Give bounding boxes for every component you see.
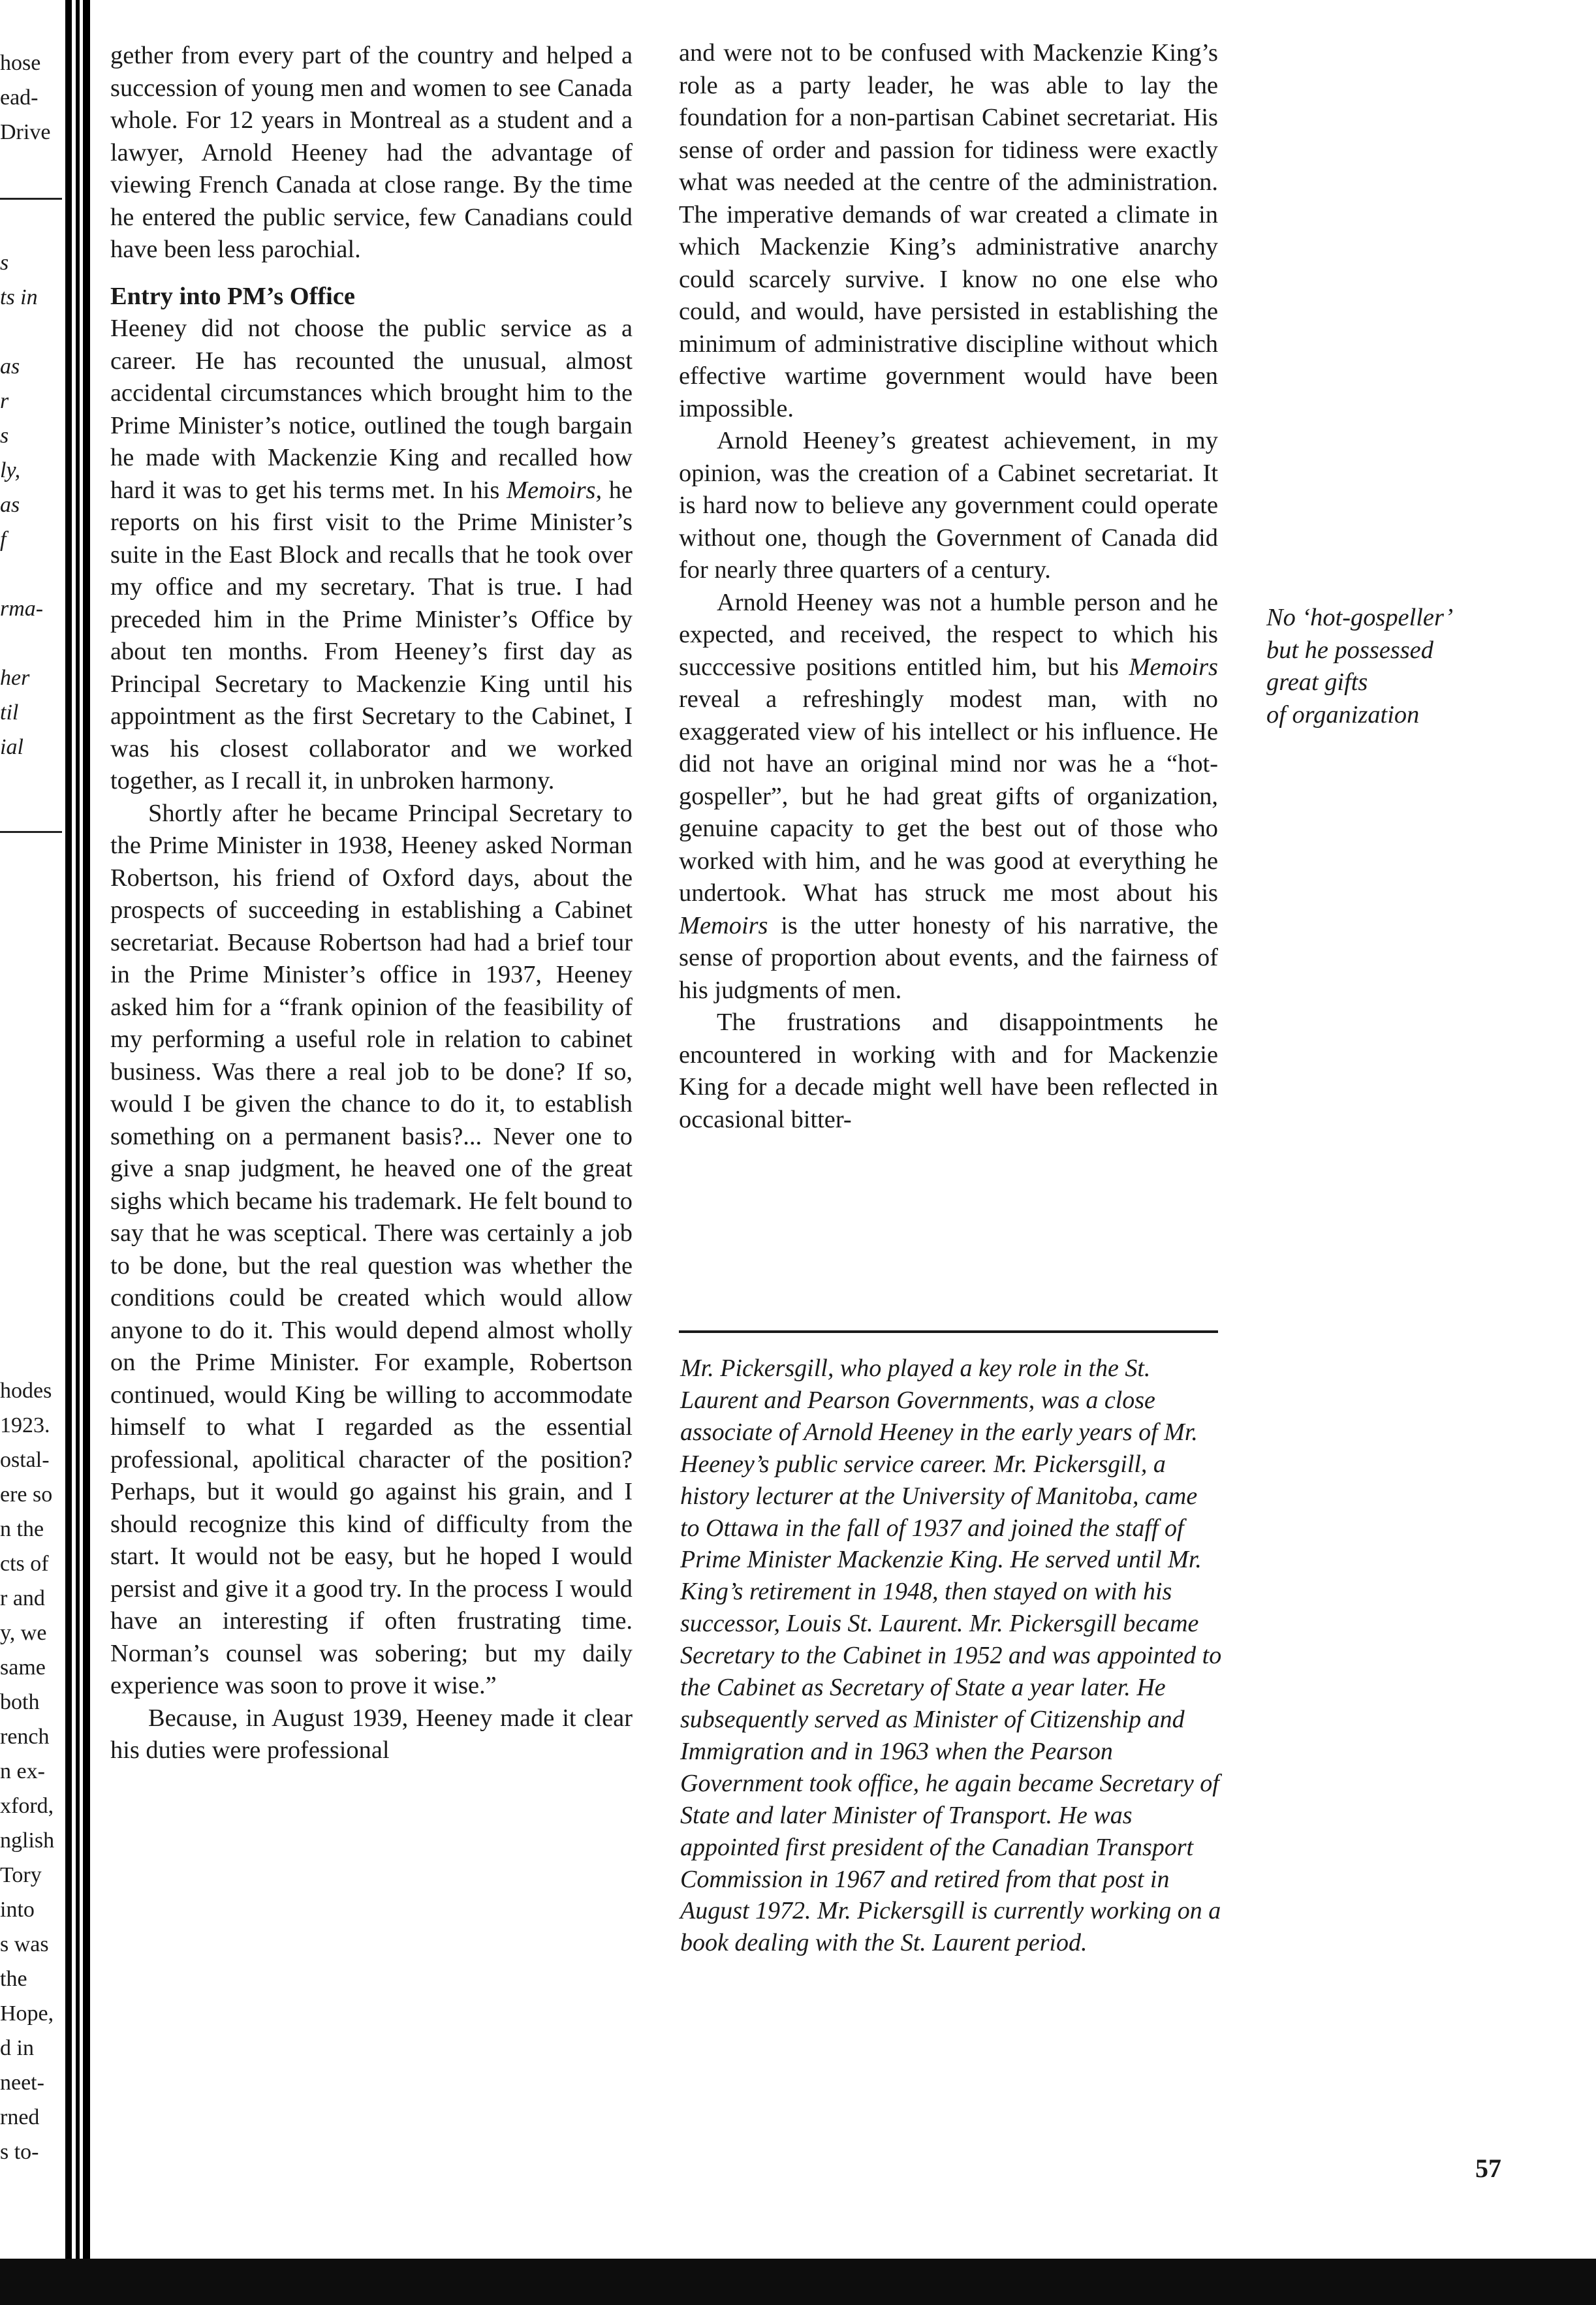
facing-page-fragment-line: hodes (0, 1379, 52, 1403)
paragraph-opening: gether from every part of the country and helped a succession of young men and women to see Canada whole. For 12 years in Montreal as a student and a lawyer, Arnold Heeney had the advantage of viewing French Canada at close range. By the time he entered the public service, few Canadians could have been less parochial. (110, 42, 633, 263)
facing-page-fragment-line: s was (0, 1932, 49, 1956)
facing-page-fragment-line: neet- (0, 2071, 44, 2095)
page-number: 57 (1475, 2154, 1501, 2183)
facing-page-fragment-bottom (0, 1373, 62, 2169)
facing-page-fragment-line: rma- (0, 597, 44, 621)
facing-page-fragment-line: into (0, 1898, 35, 1922)
facing-page-rule-top (0, 198, 62, 200)
facing-page-fragment-line: f (0, 527, 7, 552)
facing-page-fragment-line: as (0, 493, 20, 517)
facing-page-fragment-line: both (0, 1690, 40, 1714)
paragraph-humble-person (679, 587, 1218, 1007)
pull-quote-line: but he possessed (1266, 636, 1433, 664)
facing-page-fragment-line: ostal- (0, 1448, 50, 1472)
text-run: he reports on his first visit to the Prime Minister’s suite in the East Block and recalls that he took over my office and my secretary. That is true. I had preceded him in the Prime Minister’s Office by about ten months. From Heeney’s first day as Principal Secretary to Mackenzie King until his appointment as the first Secretary to the Cabinet, I was his closest collaborator and we worked together, as I recall it, in unbroken harmony. (110, 476, 633, 794)
facing-page-fragment-line (0, 315, 62, 349)
facing-page-fragment-line: Tory (0, 1863, 42, 1887)
facing-page-fragment-line: Hope, (0, 2001, 54, 2026)
facing-page-fragment-line: ts in (0, 285, 38, 309)
facing-page-fragment-line: s (0, 251, 9, 275)
facing-page-fragment-line: r and (0, 1586, 45, 1610)
facing-page-fragment-line: same (0, 1655, 46, 1680)
paragraph-secretariat-foundation: and were not to be confused with Mackenzie King’s role as a party leader, he was able to lay the foundation for a non-partisan Cabinet secretariat. His sense of order and passion for tidiness were exactly what was needed at the centre of the administration. The imperative demands of war created a climate in which Mackenzie King’s administrative anarchy could scarcely survive. I know no one else who could, and would, have persisted in establishing the minimum of administrative discipline without which effective wartime government would have been impossible. (679, 39, 1218, 422)
paragraph-august-1939: Because, in August 1939, Heeney made it clear his duties were professional (110, 1704, 633, 1764)
bio-divider-rule (679, 1330, 1218, 1333)
pull-quote-line: No ‘hot-gospeller’ (1266, 604, 1454, 631)
facing-page-fragment-line: s to- (0, 2140, 39, 2164)
author-bio-note (680, 1353, 1222, 1959)
paragraph-frustrations: The frustrations and disappointments he encountered in working with and for Mackenzie King for a decade might well have been reflected in occasional bitter- (679, 1009, 1218, 1133)
article-column-right (679, 37, 1218, 1136)
facing-page-fragment-line: til (0, 700, 19, 725)
facing-page-fragment-line: n ex- (0, 1759, 45, 1783)
paragraph-greatest-achievement: Arnold Heeney’s greatest achievement, in my opinion, was the creation of a Cabinet secretariat. It is hard now to believe any government could operate without one, though the Government of Canada did for nearly three quarters of a century. (679, 427, 1218, 584)
pull-quote-line: of organization (1266, 700, 1420, 729)
memoirs-title: Memoirs (1129, 653, 1218, 681)
facing-page-fragment-line (0, 626, 62, 661)
facing-page-fragment-line: d in (0, 2036, 34, 2060)
margin-pull-quote (1266, 602, 1541, 731)
book-spine-binding (65, 0, 91, 2305)
facing-page-fragment-line: cts of (0, 1552, 49, 1576)
facing-page-fragment-top (0, 46, 62, 149)
paragraph-entry (110, 313, 633, 798)
memoirs-title: Memoirs (679, 911, 768, 939)
facing-page-fragment-middle (0, 245, 62, 764)
facing-page-rule-bottom (0, 831, 62, 833)
pull-quote-line: great gifts (1266, 668, 1368, 696)
facing-page-fragment-line: 1923. (0, 1413, 50, 1437)
facing-page-fragment-line: rned (0, 2105, 40, 2129)
section-heading: Entry into PM’s Office (110, 282, 355, 310)
facing-page-fragment-line: ere so (0, 1482, 53, 1507)
text-run: reveal a refreshingly modest man, with no exaggerated view of his intellect or his influence. He did not have an original mind nor was he a “hot-gospeller”, but he had great gifts of organization, genuine capacity to get the best out of those who worked with him, and he was good at everything he undertook. What has struck me most about his (679, 685, 1218, 907)
facing-page-fragment-line: hose (0, 51, 41, 75)
facing-page-fragment-line: r (0, 389, 9, 413)
facing-page-fragment-line: rench (0, 1725, 50, 1749)
facing-page-fragment-line: her (0, 666, 30, 690)
paragraph-robertson: Shortly after he became Principal Secretary to the Prime Minister in 1938, Heeney asked Norman Robertson, his friend of Oxford days, about the prospects of succeeding in establishing a Cabinet secretariat. Because Robertson had had a brief tour in the Prime Minister’s office in 1937, Heeney asked him for a “frank opinion of the feasibility of my performing a useful role in relation to cabinet business. Was there a real job to be done? If so, would I be given the chance to do it, to establish something on a permanent basis?... Never one to give a snap judgment, he heaved one of the great sighs which became his trademark. He felt bound to say that he was sceptical. There was certainly a job to be done, but the real question was whether the conditions could be created which would allow anyone to do it. This would depend almost wholly on the Prime Minister. For example, Robertson continued, would King be willing to accommodate himself to what I regarded as the essential professional, apolitical character of the position? Perhaps, but it would go against his grain, and I should recognize this kind of difficulty from the start. It would not be easy, but he hoped I would persist and give it a good try. In the process I would have an interesting if often frustrating time. Norman’s counsel was sobering; but my daily experience was soon to prove it wise.” (110, 799, 633, 1699)
article-column-left (110, 40, 633, 1767)
facing-page-fragment-line: y, we (0, 1621, 47, 1645)
facing-page-fragment-line: s (0, 424, 9, 448)
facing-page-fragment-line: ead- (0, 86, 39, 110)
facing-page-fragment-line: ly, (0, 458, 21, 482)
facing-page-fragment-line: Drive (0, 120, 51, 144)
facing-page-fragment-line: n the (0, 1517, 44, 1541)
text-run: Heeney did not choose the public service as a career. He has recounted the unusual, almost accidental circumstances which brought him to the Prime Minister’s notice, outlined the tough bargain he made with Mackenzie King and recalled how hard it was to get his terms met. In his (110, 315, 633, 504)
facing-page-fragment-line: as (0, 354, 20, 379)
text-run: is the utter honesty of his narrative, the sense of proportion about events, and the fairness of his judgments of men. (679, 911, 1218, 1004)
scan-bottom-edge (0, 2259, 1596, 2305)
facing-page-fragment-line: the (0, 1967, 27, 1991)
facing-page-fragment-line: ial (0, 735, 23, 759)
facing-page-fragment-line (0, 557, 62, 591)
author-bio-text: Mr. Pickersgill, who played a key role in the St. Laurent and Pearson Governments, was a close associate of Arnold Heeney in the early years of Mr. Heeney’s public service career. Mr. Pickersgill, a history lecturer at the University of Manitoba, came to Ottawa in the fall of 1937 and joined the staff of Prime Minister Mackenzie King. He served until Mr. King’s retirement in 1948, then stayed on with his successor, Louis St. Laurent. Mr. Pickersgill became Secretary to the Cabinet in 1952 and was appointed to the Cabinet as Secretary of State a year later. He subsequently served as Minister of Citizenship and Immigration and in 1963 when the Pearson Government took office, he again became Secretary of State and later Minister of Transport. He was appointed first president of the Canadian Transport Commission in 1967 and retired from that post in August 1972. Mr. Pickersgill is currently working on a book dealing with the St. Laurent period. (680, 1355, 1222, 1957)
facing-page-fragment-line: nglish (0, 1828, 55, 1853)
text-run: Arnold Heeney was not a humble person and he expected, and received, the respect to which his succcessive positions entitled him, but his (679, 588, 1218, 681)
memoirs-title: Memoirs, (506, 476, 602, 504)
facing-page-fragment-line: xford, (0, 1794, 54, 1818)
